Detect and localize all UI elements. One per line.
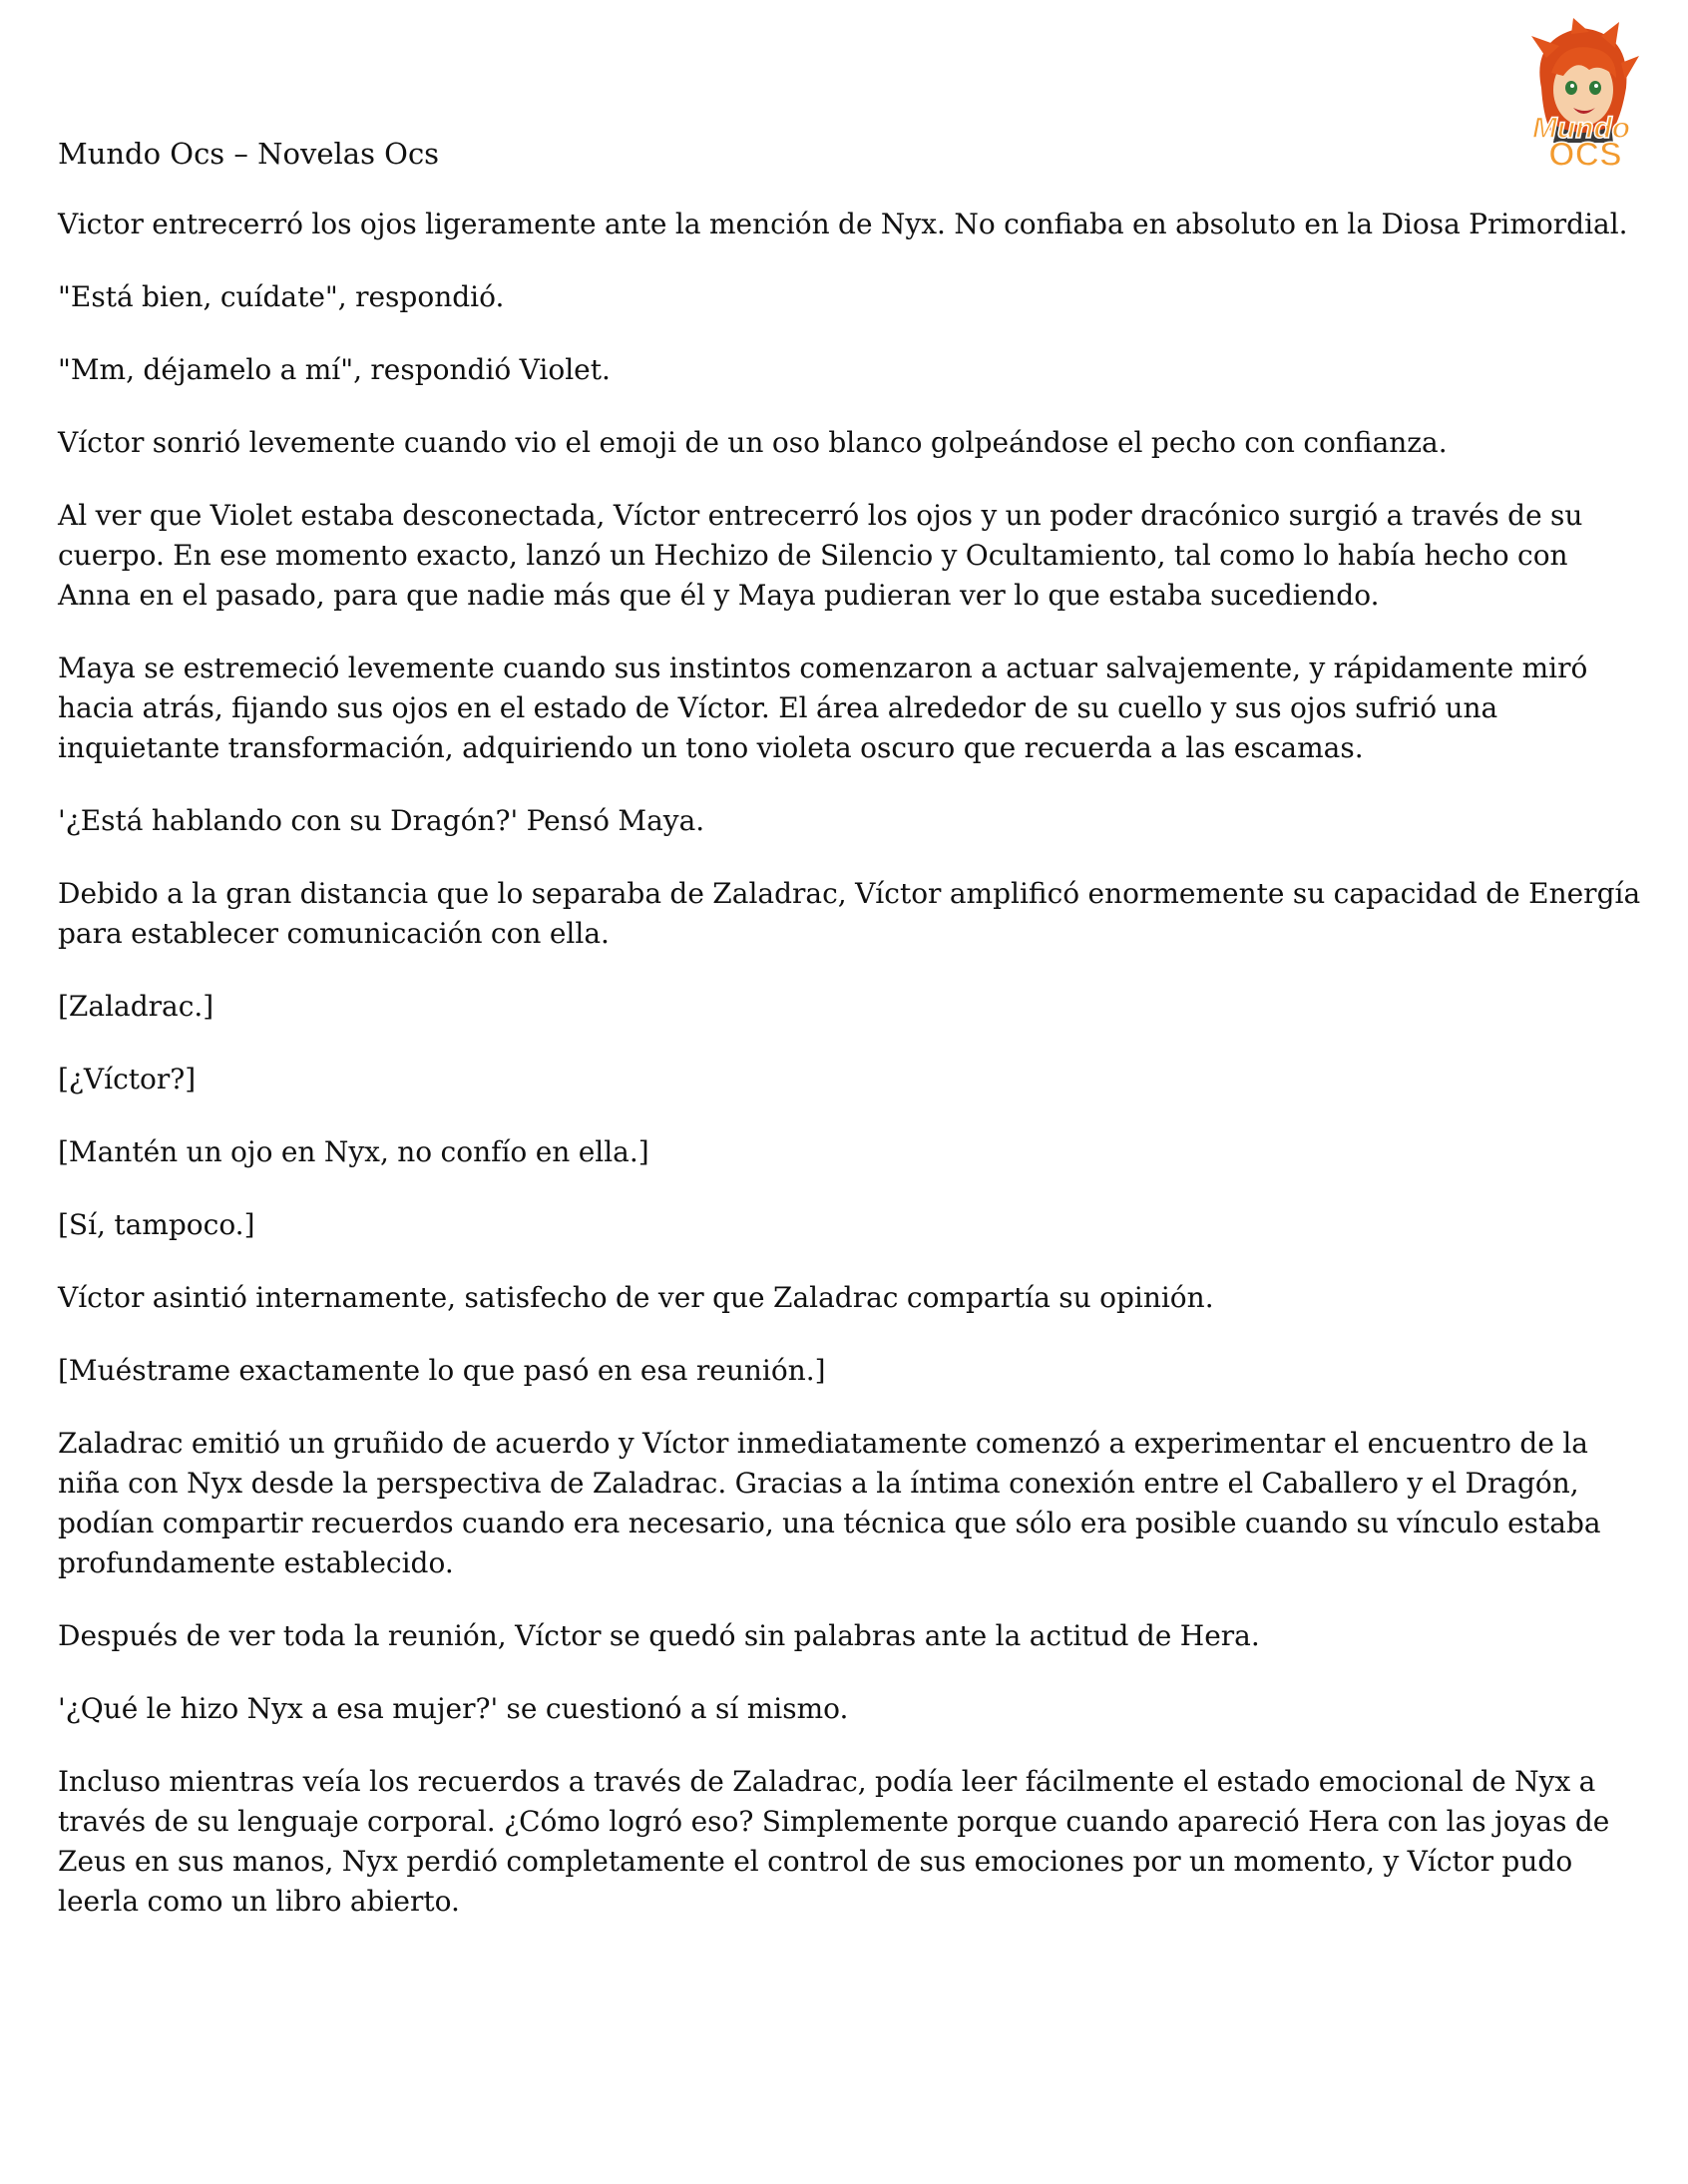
paragraph: '¿Qué le hizo Nyx a esa mujer?' se cuestionó a sí mismo. <box>58 1692 849 1725</box>
paragraph: [Mantén un ojo en Nyx, no confío en ella.] <box>58 1135 649 1168</box>
paragraph: Al ver que Violet estaba desconectada, Víctor entrecerró los ojos y un poder dracónico surgió a través de su cuerpo. En ese momento exacto, lanzó un Hechizo de Silencio y Ocultamiento, tal como lo había hecho con Anna en el pasado, para que nadie más que él y Maya pudieran ver lo que estaba sucediendo. <box>58 499 1583 612</box>
svg-text:Mundo: Mundo <box>1531 112 1631 145</box>
document-header: Mundo Ocs – Novelas Ocs <box>58 137 440 171</box>
paragraph: [Zaladrac.] <box>58 990 214 1023</box>
document-body <box>58 205 1644 1955</box>
mundo-ocs-logo <box>1501 18 1661 178</box>
paragraph: Maya se estremeció levemente cuando sus instintos comenzaron a actuar salvajemente, y rápidamente miró hacia atrás, fijando sus ojos en el estado de Víctor. El área alrededor de su cuello y sus ojos sufrió una inquietante transformación, adquiriendo un tono violeta oscuro que recuerda a las escamas. <box>58 652 1588 764</box>
paragraph: "Mm, déjamelo a mí", respondió Violet. <box>58 353 611 386</box>
svg-text:OCS: OCS <box>1548 136 1622 174</box>
paragraph: Zaladrac emitió un gruñido de acuerdo y Víctor inmediatamente comenzó a experimentar el encuentro de la niña con Nyx desde la perspectiva de Zaladrac. Gracias a la íntima conexión entre el Caballero y el Dragón, podían compartir recuerdos cuando era necesario, una técnica que sólo era posible cuando su vínculo estaba profundamente establecido. <box>58 1427 1601 1579</box>
paragraph: [Sí, tampoco.] <box>58 1208 255 1241</box>
paragraph: Víctor sonrió levemente cuando vio el emoji de un oso blanco golpeándose el pecho con confianza. <box>58 426 1448 459</box>
paragraph: "Está bien, cuídate", respondió. <box>58 280 505 313</box>
paragraph: Después de ver toda la reunión, Víctor se quedó sin palabras ante la actitud de Hera. <box>58 1619 1260 1652</box>
paragraph: Debido a la gran distancia que lo separaba de Zaladrac, Víctor amplificó enormemente su capacidad de Energía para establecer comunicación con ella. <box>58 877 1641 950</box>
paragraph: Incluso mientras veía los recuerdos a través de Zaladrac, podía leer fácilmente el estado emocional de Nyx a través de su lenguaje corporal. ¿Cómo logró eso? Simplemente porque cuando apareció Hera con las joyas de Zeus en sus manos, Nyx perdió completamente el control de sus emociones por un momento, y Víctor pudo leerla como un libro abierto. <box>58 1765 1610 1918</box>
logo-mascot-icon <box>1501 18 1661 178</box>
paragraph: [¿Víctor?] <box>58 1063 197 1095</box>
paragraph: Victor entrecerró los ojos ligeramente ante la mención de Nyx. No confiaba en absoluto en la Diosa Primordial. <box>58 208 1628 240</box>
paragraph: Víctor asintió internamente, satisfecho de ver que Zaladrac compartía su opinión. <box>58 1281 1214 1314</box>
paragraph: '¿Está hablando con su Dragón?' Pensó Maya. <box>58 804 705 837</box>
paragraph: [Muéstrame exactamente lo que pasó en esa reunión.] <box>58 1354 826 1387</box>
